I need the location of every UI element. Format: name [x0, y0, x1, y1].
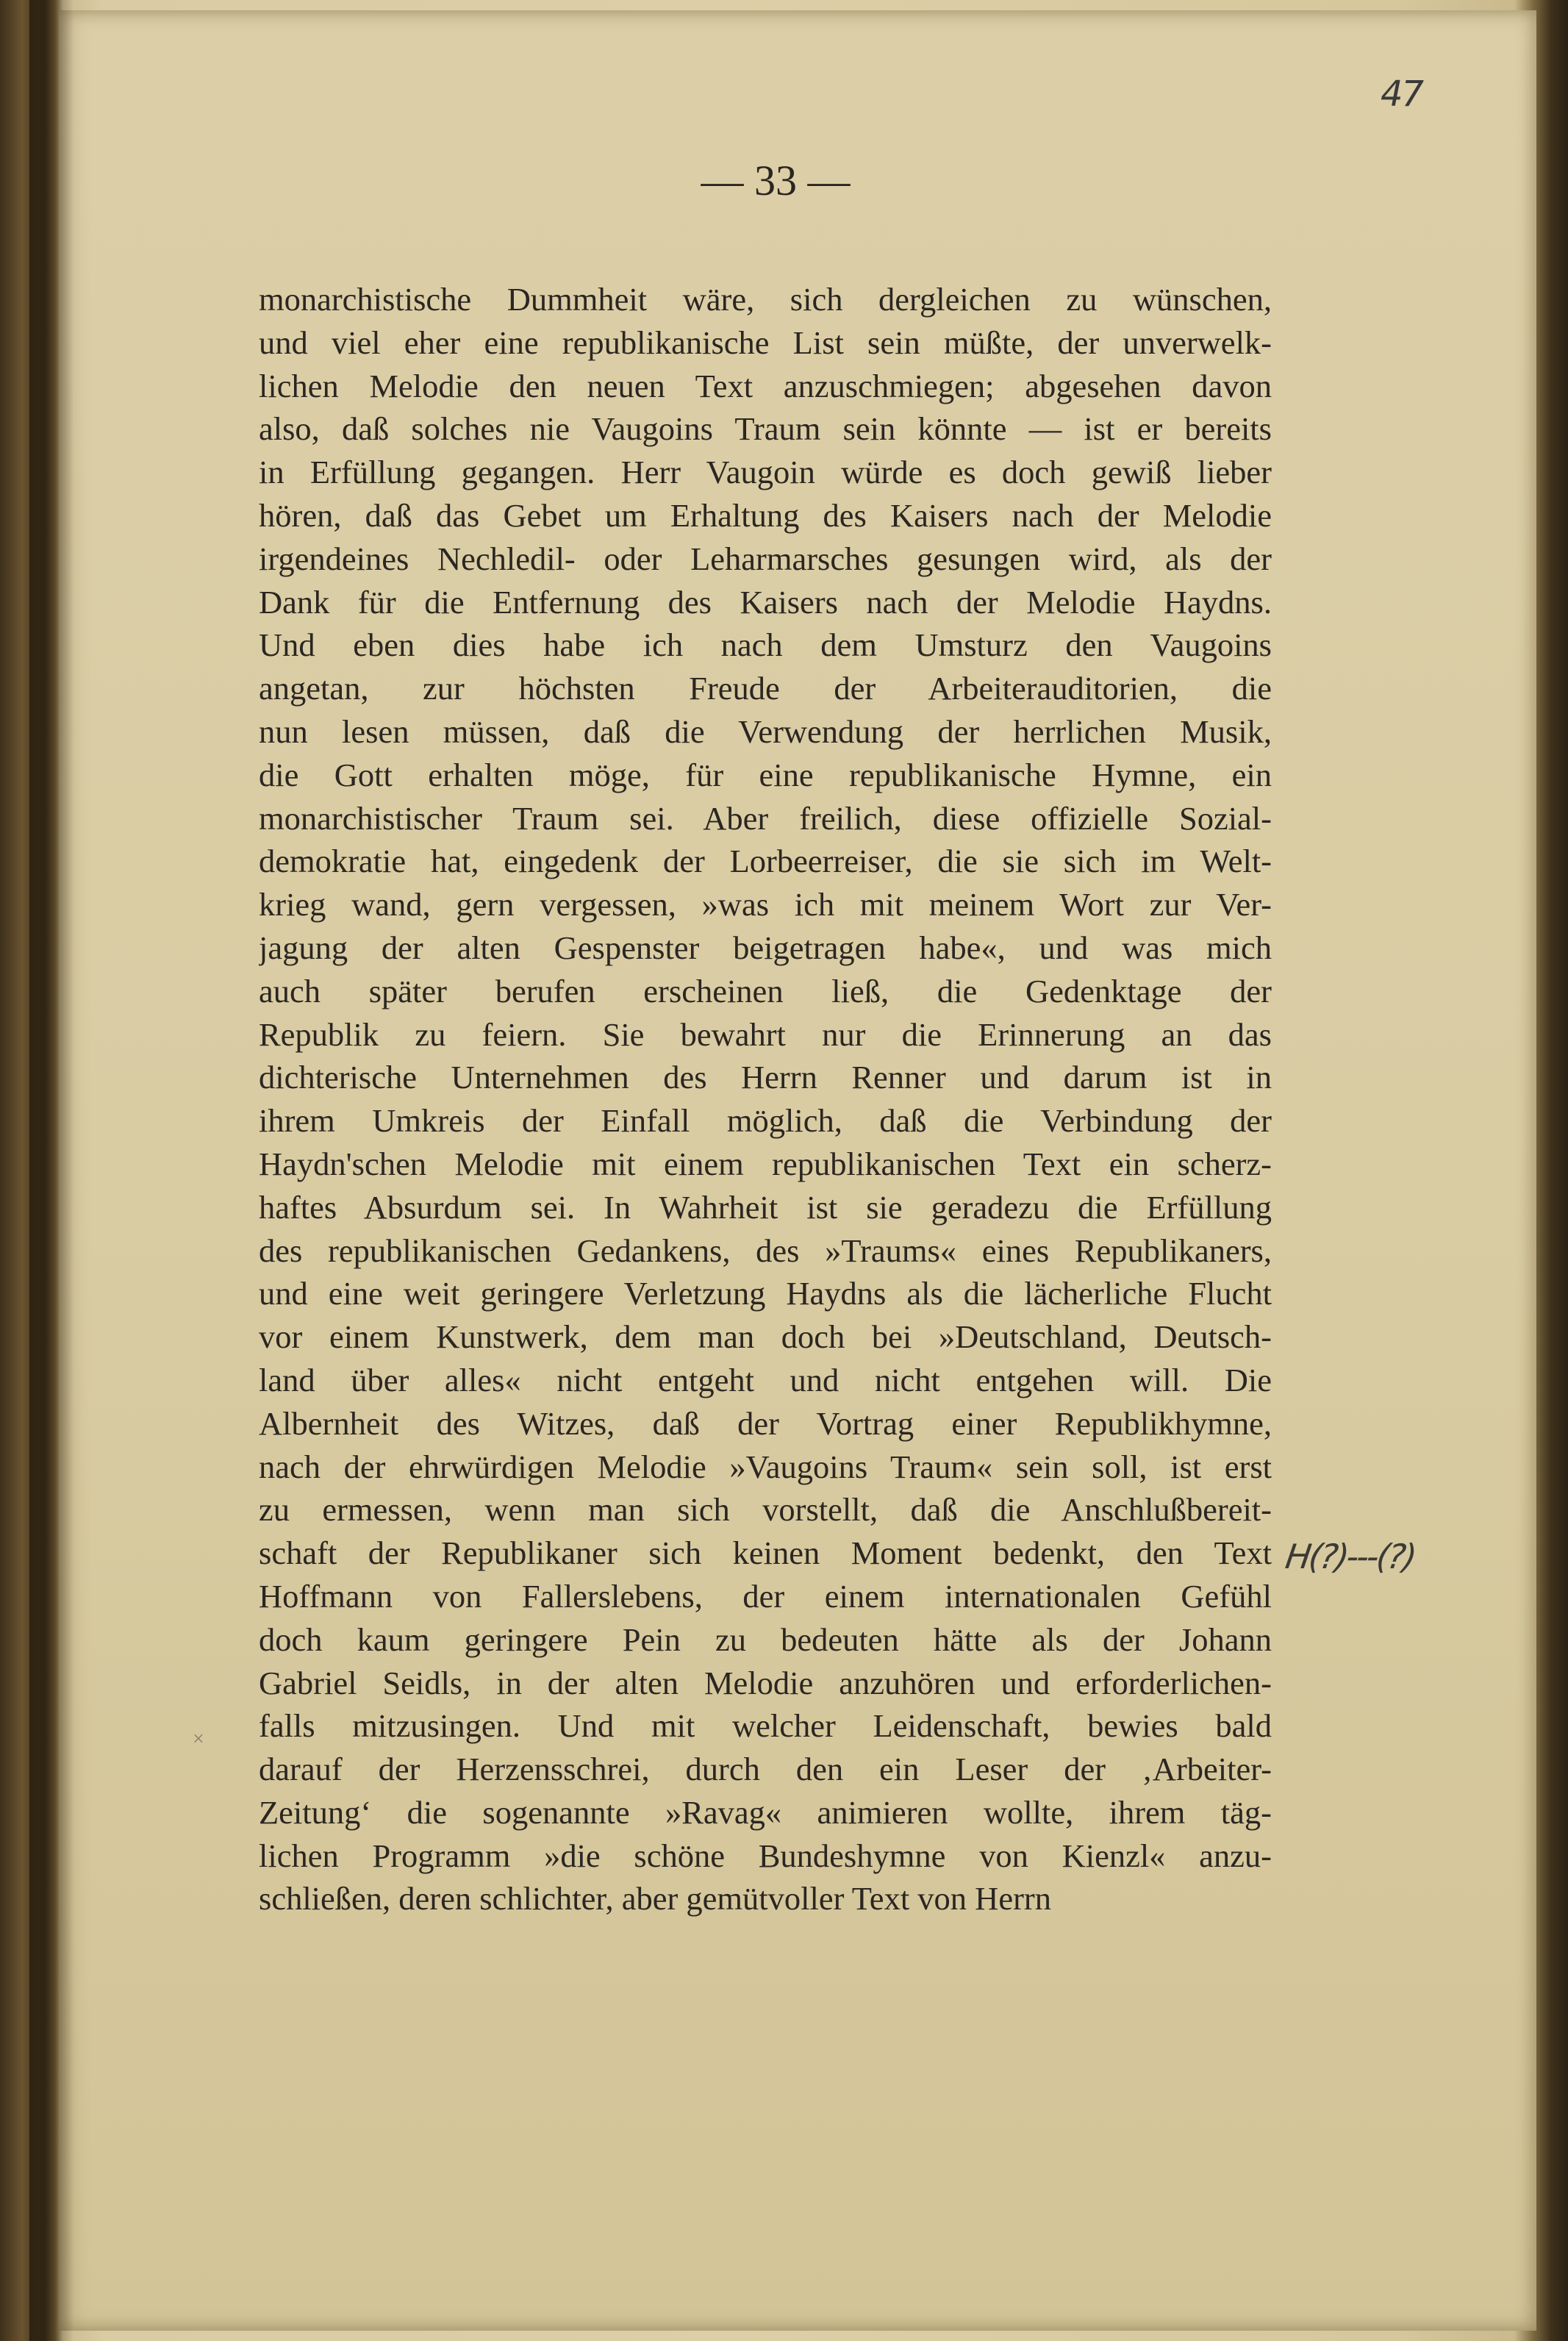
text-line: dichterische Unternehmen des Herrn Renner und darum ist in	[259, 1059, 1272, 1096]
text-line: jagung der alten Gespenster beigetragen habe«, und was mich	[259, 929, 1272, 966]
text-line: Gabriel Seidls, in der alten Melodie anzuhören und erforderlichen-	[259, 1664, 1272, 1701]
text-line: nach der ehrwürdigen Melodie »Vaugoins Traum« sein soll, ist erst	[259, 1448, 1272, 1485]
text-line: auch später berufen erscheinen ließ, die Gedenktage der	[259, 972, 1272, 1009]
text-line: monarchistischer Traum sei. Aber freilich, diese offizielle Sozial-	[259, 799, 1272, 837]
margin-mark: ×	[193, 1728, 204, 1751]
text-line: monarchistische Dummheit wäre, sich dergleichen zu wünschen,	[259, 281, 1272, 318]
text-line: haftes Absurdum sei. In Wahrheit ist sie geradezu die Erfüllung	[259, 1188, 1272, 1226]
text-line: hören, daß das Gebet um Erhaltung des Kaisers nach der Melodie	[259, 496, 1272, 534]
text-line: Republik zu feiern. Sie bewahrt nur die Erinnerung an das	[259, 1015, 1272, 1053]
text-line: des republikanischen Gedankens, des »Traums« eines Republikaners,	[259, 1232, 1272, 1269]
text-line: lichen Melodie den neuen Text anzuschmiegen; abgesehen davon	[259, 367, 1272, 404]
text-line: schließen, deren schlichter, aber gemütvoller Text von Herrn	[259, 1880, 1051, 1918]
pencil-page-number: 47	[1381, 74, 1423, 115]
text-line: Dank für die Entfernung des Kaisers nach der Melodie Haydns.	[259, 583, 1272, 621]
text-line: demokratie hat, eingedenk der Lorbeerreiser, die sie sich im Welt-	[259, 843, 1272, 880]
text-line: und eine weit geringere Verletzung Haydns als die lächerliche Flucht	[259, 1275, 1272, 1312]
text-line: krieg wand, gern vergessen, »was ich mit meinem Wort zur Ver-	[259, 886, 1272, 923]
text-line: Und eben dies habe ich nach dem Umsturz den Vaugoins	[259, 626, 1272, 664]
handwritten-margin-note: H(?)---(?)	[1283, 1537, 1417, 1576]
text-line: die Gott erhalten möge, für eine republikanische Hymne, ein	[259, 756, 1272, 793]
text-line: Haydn'schen Melodie mit einem republikanischen Text ein scherz-	[259, 1145, 1272, 1182]
text-line: doch kaum geringere Pein zu bedeuten hätte als der Johann	[259, 1620, 1272, 1658]
text-line: land über alles« nicht entgeht und nicht entgehen will. Die	[259, 1361, 1272, 1398]
body-text	[259, 278, 1272, 1920]
text-line: Zeitung‘ die sogenannte »Ravag« animieren wollte, ihrem täg-	[259, 1793, 1272, 1831]
text-line: Hoffmann von Fallerslebens, der einem internationalen Gefühl	[259, 1577, 1272, 1615]
book-spine-shadow	[29, 0, 74, 2341]
text-line: zu ermessen, wenn man sich vorstellt, daß die Anschlußbereit-	[259, 1491, 1272, 1529]
text-line: nun lesen müssen, daß die Verwendung der herrlichen Musik,	[259, 712, 1272, 750]
text-line: Albernheit des Witzes, daß der Vortrag einer Republikhymne,	[259, 1404, 1272, 1442]
text-line: darauf der Herzensschrei, durch den ein Leser der ‚Arbeiter-	[259, 1751, 1272, 1788]
text-line: vor einem Kunstwerk, dem man doch bei »Deutschland, Deutsch-	[259, 1318, 1272, 1356]
text-line: falls mitzusingen. Und mit welcher Leidenschaft, bewies bald	[259, 1707, 1272, 1745]
text-line: irgendeines Nechledil- oder Leharmarsches gesungen wird, als der	[259, 540, 1272, 577]
text-line: in Erfüllung gegangen. Herr Vaugoin würde es doch gewiß lieber	[259, 454, 1272, 491]
text-line: schaft der Republikaner sich keinen Moment bedenkt, den Text	[259, 1534, 1272, 1572]
text-line: lichen Programm »die schöne Bundeshymne von Kienzl« anzu-	[259, 1837, 1272, 1874]
text-line: und viel eher eine republikanische List sein müßte, der unverwelk-	[259, 324, 1272, 361]
page-number: — 33 —	[701, 157, 851, 204]
text-line: ihrem Umkreis der Einfall möglich, daß die Verbindung der	[259, 1102, 1272, 1140]
text-line: also, daß solches nie Vaugoins Traum sein könnte — ist er bereits	[259, 410, 1272, 448]
text-line: angetan, zur höchsten Freude der Arbeiterauditorien, die	[259, 670, 1272, 707]
